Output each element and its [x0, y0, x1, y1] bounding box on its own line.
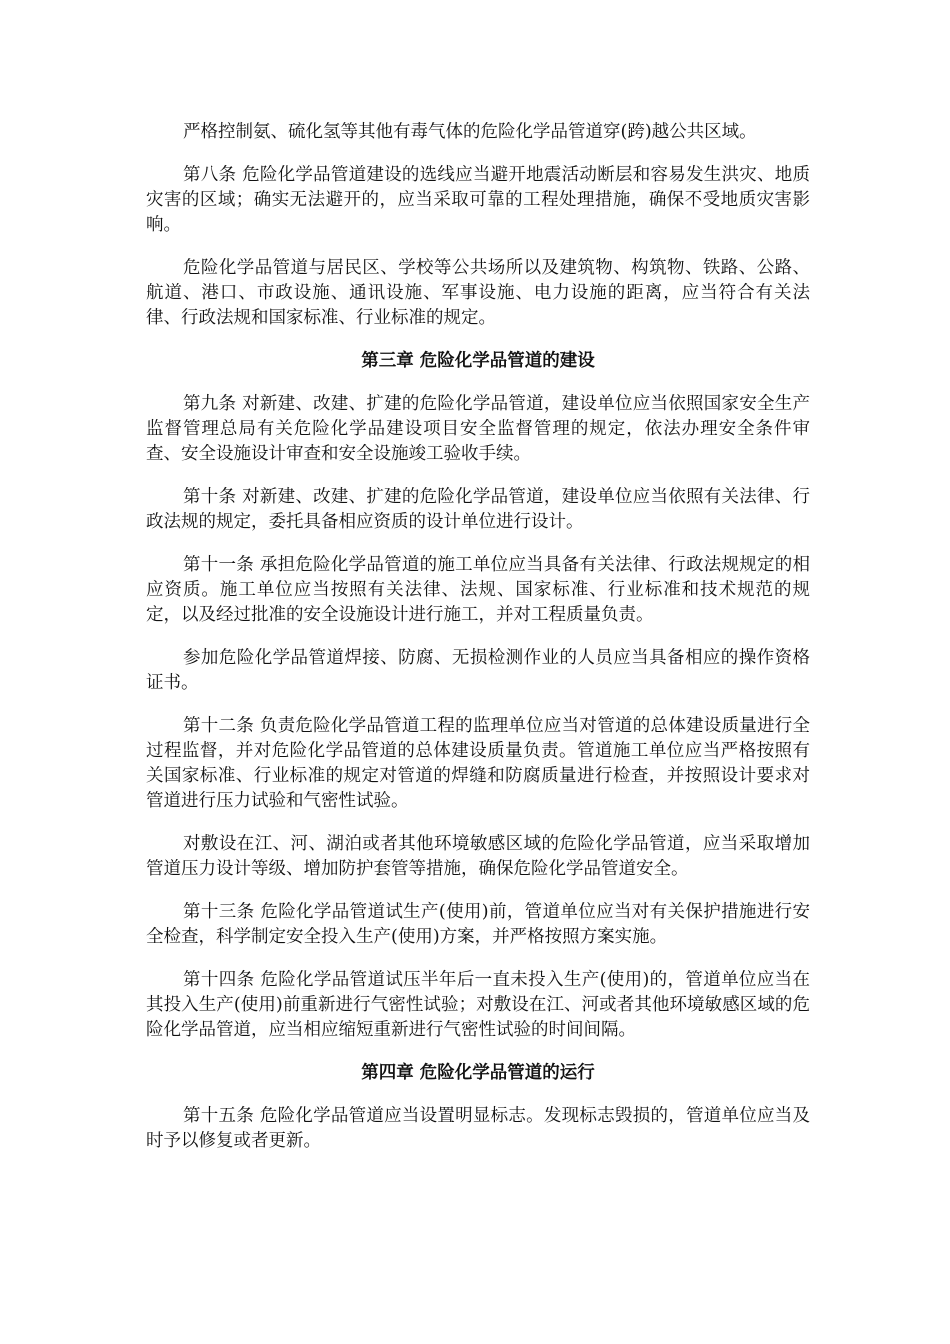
paragraph-article-12-sensitive-areas: 对敷设在江、河、湖泊或者其他环境敏感区域的危险化学品管道，应当采取增加管道压力设计等级、增加防护套管等措施，确保危险化学品管道安全。	[146, 834, 810, 879]
paragraph-article-11-personnel: 参加危险化学品管道焊接、防腐、无损检测作业的人员应当具备相应的操作资格证书。	[146, 648, 810, 693]
paragraph-article-8-distance: 危险化学品管道与居民区、学校等公共场所以及建筑物、构筑物、铁路、公路、航道、港口、市政设施、通讯设施、军事设施、电力设施的距离，应当符合有关法律、行政法规和国家标准、行业标准的规定。	[146, 258, 810, 328]
paragraph-article-11: 第十一条 承担危险化学品管道的施工单位应当具备有关法律、行政法规规定的相应资质。施工单位应当按照有关法律、法规、国家标准、行业标准和技术规范的规定，以及经过批准的安全设施设计进行施工，并对工程质量负责。	[146, 555, 810, 625]
chapter-3-heading: 第三章 危险化学品管道的建设	[361, 351, 595, 371]
paragraph-pipeline-crossing: 严格控制氨、硫化氢等其他有毒气体的危险化学品管道穿(跨)越公共区域。	[183, 122, 757, 142]
chapter-4-heading: 第四章 危险化学品管道的运行	[361, 1063, 595, 1083]
paragraph-article-14: 第十四条 危险化学品管道试压半年后一直未投入生产(使用)的，管道单位应当在其投入生产(使用)前重新进行气密性试验；对敷设在江、河或者其他环境敏感区域的危险化学品管道，应当相应缩短重新进行气密性试验的时间间隔。	[146, 970, 810, 1040]
paragraph-article-9: 第九条 对新建、改建、扩建的危险化学品管道，建设单位应当依照国家安全生产监督管理总局有关危险化学品建设项目安全监督管理的规定，依法办理安全条件审查、安全设施设计审查和安全设施竣工验收手续。	[146, 394, 810, 464]
paragraph-article-12: 第十二条 负责危险化学品管道工程的监理单位应当对管道的总体建设质量进行全过程监督，并对危险化学品管道的总体建设质量负责。管道施工单位应当严格按照有关国家标准、行业标准的规定对管道的焊缝和防腐质量进行检查，并按照设计要求对管道进行压力试验和气密性试验。	[146, 716, 810, 811]
paragraph-article-15: 第十五条 危险化学品管道应当设置明显标志。发现标志毁损的，管道单位应当及时予以修复或者更新。	[146, 1106, 810, 1151]
paragraph-article-8: 第八条 危险化学品管道建设的选线应当避开地震活动断层和容易发生洪灾、地质灾害的区域；确实无法避开的，应当采取可靠的工程处理措施，确保不受地质灾害影响。	[146, 165, 810, 235]
document-page	[146, 120, 810, 1172]
paragraph-article-10: 第十条 对新建、改建、扩建的危险化学品管道，建设单位应当依照有关法律、行政法规的规定，委托具备相应资质的设计单位进行设计。	[146, 487, 810, 532]
paragraph-article-13: 第十三条 危险化学品管道试生产(使用)前，管道单位应当对有关保护措施进行安全检查，科学制定安全投入生产(使用)方案，并严格按照方案实施。	[146, 902, 810, 947]
